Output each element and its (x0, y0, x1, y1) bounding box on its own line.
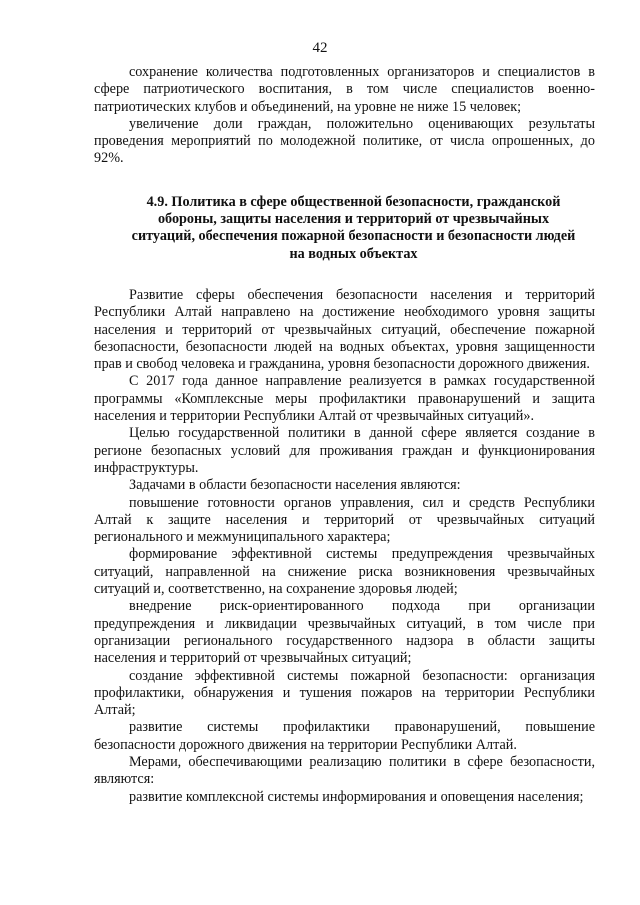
paragraph: Развитие сферы обеспечения безопасности населения и территорий Республики Алтай направлено на достижение необходимого уровня защиты населения и территорий от чрезвычайных ситуаций, обеспечение пожарной безопасности, безопасности людей на водных объектах, уровня защищенности прав и свобод человека и гражданина, уровня безопасности дорожного движения. (94, 286, 595, 373)
list-item: создание эффективной системы пожарной безопасности: организация профилактики, обнаружения и тушения пожаров на территории Республики Алтай; (94, 667, 595, 719)
paragraph: сохранение количества подготовленных организаторов и специалистов в сфере патриотического воспитания, в том числе специалистов военно-патриотических клубов и объединений, на уровне не ниже 15 человек; (94, 64, 595, 115)
page-number: 42 (312, 40, 328, 56)
list-item: развитие комплексной системы информирования и оповещения населения; (129, 788, 584, 805)
section-heading: 4.9. Политика в сфере общественной безопасности, гражданской обороны, защиты населения и территорий от чрезвычайных ситуаций, обеспечения пожарной безопасности и безопасности людей на водных объектах (131, 193, 576, 262)
list-item: формирование эффективной системы предупреждения чрезвычайных ситуаций, направленной на снижение риска возникновения чрезвычайных ситуаций и, соответственно, на сохранение здоровья людей; (94, 546, 595, 598)
list-item: повышение готовности органов управления, сил и средств Республики Алтай к защите населения и территорий от чрезвычайных ситуаций регионального и межмуниципального характера; (94, 494, 595, 546)
list-item: развитие системы профилактики правонарушений, повышение безопасности дорожного движения на территории Республики Алтай. (94, 719, 595, 753)
paragraph: Задачами в области безопасности населения являются: (129, 477, 461, 494)
paragraph: Мерами, обеспечивающими реализацию политики в сфере безопасности, являются: (94, 753, 595, 788)
paragraph: Целью государственной политики в данной сфере является создание в регионе безопасных условий для проживания граждан и функционирования инфраструктуры. (94, 425, 595, 476)
paragraph: С 2017 года данное направление реализуется в рамках государственной программы «Комплексные меры профилактики правонарушений и защита населения и территории Республики Алтай от чрезвычайных ситуаций». (94, 373, 595, 425)
document-body (94, 64, 595, 806)
paragraph: увеличение доли граждан, положительно оценивающих результаты проведения мероприятий по молодежной политике, от числа опрошенных, до 92%. (94, 115, 595, 167)
list-item: внедрение риск-ориентированного подхода при организации предупреждения и ликвидации чрезвычайных ситуаций, в том числе при организации регионального государственного надзора в области защиты населения и территорий от чрезвычайных ситуаций; (94, 598, 595, 667)
